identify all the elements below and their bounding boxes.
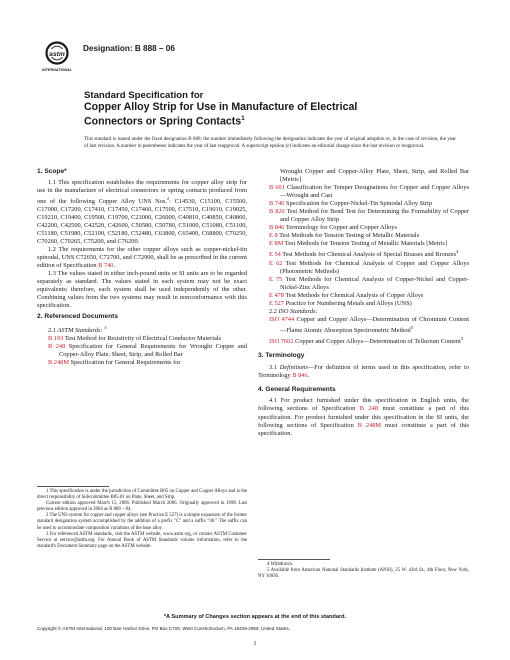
ref-item: B 820 Test Method for Bend Test for Determining the Formability of Copper and Copper Alloy Strip [269,208,469,224]
footnotes-left [37,489,247,550]
footnote-3: 3 For referenced ASTM standards, visit the ASTM website, www.astm.org, or contact ASTM Customer Service at service@astm.org. For Annual Book of ASTM Standards volume information, refer to the standard's Document Summary page on the ASTM website. [37,531,247,549]
footnote-1-approval: Current edition approved March 15, 2006. Published March 2006. Originally approved in 1998. Last previous edition approved in 2004 as B 888 – 04. [37,501,247,513]
ref-item: E 478 Test Methods for Chemical Analysis of Copper Alloys [269,291,424,299]
ref-item: B 601 Classification for Temper Designations for Copper and Copper Alloys—Wrought and Cast [269,184,469,200]
right-column [258,168,469,438]
ref-code-link[interactable]: ISO 7602 [269,338,294,346]
ref-item: ISO 4744 Copper and Copper Alloys—Determination of Chromium Content—Flame Atomic Absorption Spectrometric Method$^5$ [269,315,469,335]
link-b248m[interactable]: B 248M [357,421,382,429]
link-b740[interactable]: B 740 [98,262,114,270]
paragraph-3-1: 3.1 Definitions—For definition of terms used in this specification, refer to Terminology B 846. [258,363,469,379]
footnote-4: 4 Withdrawn. [267,562,294,567]
page-number: 1 [253,640,257,647]
ref-code-link[interactable]: E 527 [269,299,284,307]
ref-item: B 846 Terminology for Copper and Copper Alloys [269,224,397,232]
ref-code-link[interactable]: B 740 [269,200,285,208]
ref-code-link[interactable]: E 8M [269,240,284,248]
title-footnote-mark: 1 [241,115,245,123]
title-line-3: Connectors or Spring Contacts$^1$ [84,115,245,128]
summary-of-changes-note: *A Summary of Changes section appears at the end of this standard. [163,614,347,620]
ref-code-link[interactable]: B 193 [48,335,64,343]
footnote-divider-left [37,486,109,487]
ref-item: B 740 Specification for Copper-Nickel-Tin Spinodal Alloy Strip [269,200,432,208]
footnote-2: 2 The UNS system for copper and copper alloys (see Practice E 527) is a simple expansion of the former standard designation system accomplished by the addition of a prefix "C" and a suffix "00." The suffix can be used to accommodate composition variations of the base alloy. [37,513,247,531]
section-referenced-documents-heading: 2. Referenced Documents [37,313,118,321]
svg-text:INTERNATIONAL: INTERNATIONAL [42,68,72,72]
ref-item: E 75 Test Methods for Chemical Analysis of Copper-Nickel and Copper-Nickel-Zinc Alloys [269,275,469,291]
footnote-1: 1 This specification is under the jurisdiction of Committee B05 on Copper and Copper Alloys and is the direct responsibility of Subcommittee B05.01 on Plate, Sheet, and Strip. [37,489,247,501]
ref-item: B 193 Test Method for Resistivity of Electrical Conductor Materials [48,335,222,343]
ref-code-link[interactable]: E 62 [269,259,283,267]
designation: Designation: B 888 – 06 [83,44,175,53]
ref-code-link[interactable]: B 820 [269,208,285,216]
ref-code-link[interactable]: E 75 [269,275,283,283]
section-scope-heading: 1. Scope* [37,168,67,175]
title-line-2: Copper Alloy Strip for Use in Manufacture of Electrical [84,101,358,113]
paragraph-4-1: 4.1 For product furnished under this specification in English units, the following sections of Specification B 248 must constitute a part of this specification. For product furnished under this specification in the SI units, the following sections of Specification B 248M must constitute a part of this specification. [258,397,470,437]
document-title [84,90,484,128]
paragraph-1-1: 1.1 This specification establishes the requirements for copper alloy strip for use in the manufacture of electrical connectors or spring contacts produced from one of the following Copper Alloy UNS Nos.$^2$: C14530, C15100, C15500, C17000, C17200, C17410, C17450, C17460, C17500, C17510, C19010, C19025, C19210, C19400, C19500, C19700, C23000, C26000, C40810, C40850, C40860, C42200, C42500, C42520, C42600, C50580, C50780, C51000, C51080, C51100, C51180, C51980, C52100, C52180, C52480, C63800, C65400, C68800, C70250, C70260, C70265, C75200, and C76200. [37,178,247,245]
subsection-2-1: 2.1 ASTM Standards: $^3$ [48,324,107,334]
section-general-requirements-heading: 4. General Requirements [258,385,336,393]
link-b248[interactable]: B 248 [359,405,379,413]
ref-code-link[interactable]: E 8 [269,232,278,240]
ref-item: E 8 Test Methods for Tension Testing of Metallic Materials [269,232,420,240]
left-column [37,168,247,367]
ref-item: E 54 Test Methods for Chemical Analysis of Special Brasses and Bronzes$^4$ [269,249,459,259]
ref-code-link[interactable]: ISO 4744 [269,315,295,323]
ref-item-b248m: B 248M Specification for General Requirements for [48,359,181,367]
paragraph-1-3: 1.3 The values stated in either inch-pound units or SI units are to be regarded separately as standard. The values stated in each system may not be exact equivalents; therefore, each system shall be used independently of the other. Combining values from the two systems may result in nonconformance with this specification. [37,270,247,310]
footnote-divider-right [258,559,330,560]
ref-code-link[interactable]: B 248 [48,343,66,351]
section-terminology-heading: 3. Terminology [258,352,305,360]
footnotes-right [258,562,469,580]
ref-item: E 62 Test Methods for Chemical Analysis of Copper and Copper Alloys (Photometric Methods) [269,259,469,275]
ref-code-link[interactable]: B 601 [269,184,285,192]
ref-code-link[interactable]: B 846 [269,224,285,232]
ref-code-link[interactable]: E 54 [269,251,281,259]
svg-text:astm: astm [49,50,65,58]
footnote-5: 5 Available from American National Standards Institute (ANSI), 25 W. 43rd St., 4th Floor, New York, NY 10036. [258,568,469,580]
link-b846[interactable]: B 846 [292,371,308,379]
paragraph-1-2: 1.2 The requirements for the other copper alloys such as copper-nickel-tin spinodal, UNS C72650, C72700, and C72900, shall be as prescribed in the current edition of Specification B 740. [37,245,247,270]
ref-item-b248m-continued: Wrought Copper and Copper-Alloy Plate, Sheet, Strip, and Rolled Bar [Metric] [280,168,469,184]
title-line-1: Standard Specification for [84,90,204,101]
copyright-line: Copyright © ASTM International, 100 Barr Harbor Drive, PO Box C700, West Conshohocken, PA 19428-2959, United States. [37,626,290,631]
subsection-2-2: 2.2 ISO Standards: [269,307,318,315]
ref-item: E 527 Practice for Numbering Metals and Alloys (UNS) [269,299,412,307]
ref-code-link[interactable]: E 478 [269,291,284,299]
ref-item: B 248 Specification for General Requirements for Wrought Copper and Copper-Alloy Plate, Sheet, Strip, and Rolled Bar [48,343,247,359]
ref-item: E 8M Test Methods for Tension Testing of Metallic Materials [Metric] [269,240,448,248]
ref-item: ISO 7602 Copper and Copper Alloys—Determination of Tellurium Content$^5$ [269,336,464,346]
ref-code-link[interactable]: B 248M [48,359,69,367]
astm-logo [44,41,70,79]
standard-issuance-note: This standard is issued under the fixed designation B 888; the number immediately following the designation indicates the year of original adoption or, in the case of revision, the year of last revision. A number in parentheses indicates the year of last reapproval. A superscript epsilon (ε) indicates an editorial change since the last revision or reapproval. [84,136,456,149]
